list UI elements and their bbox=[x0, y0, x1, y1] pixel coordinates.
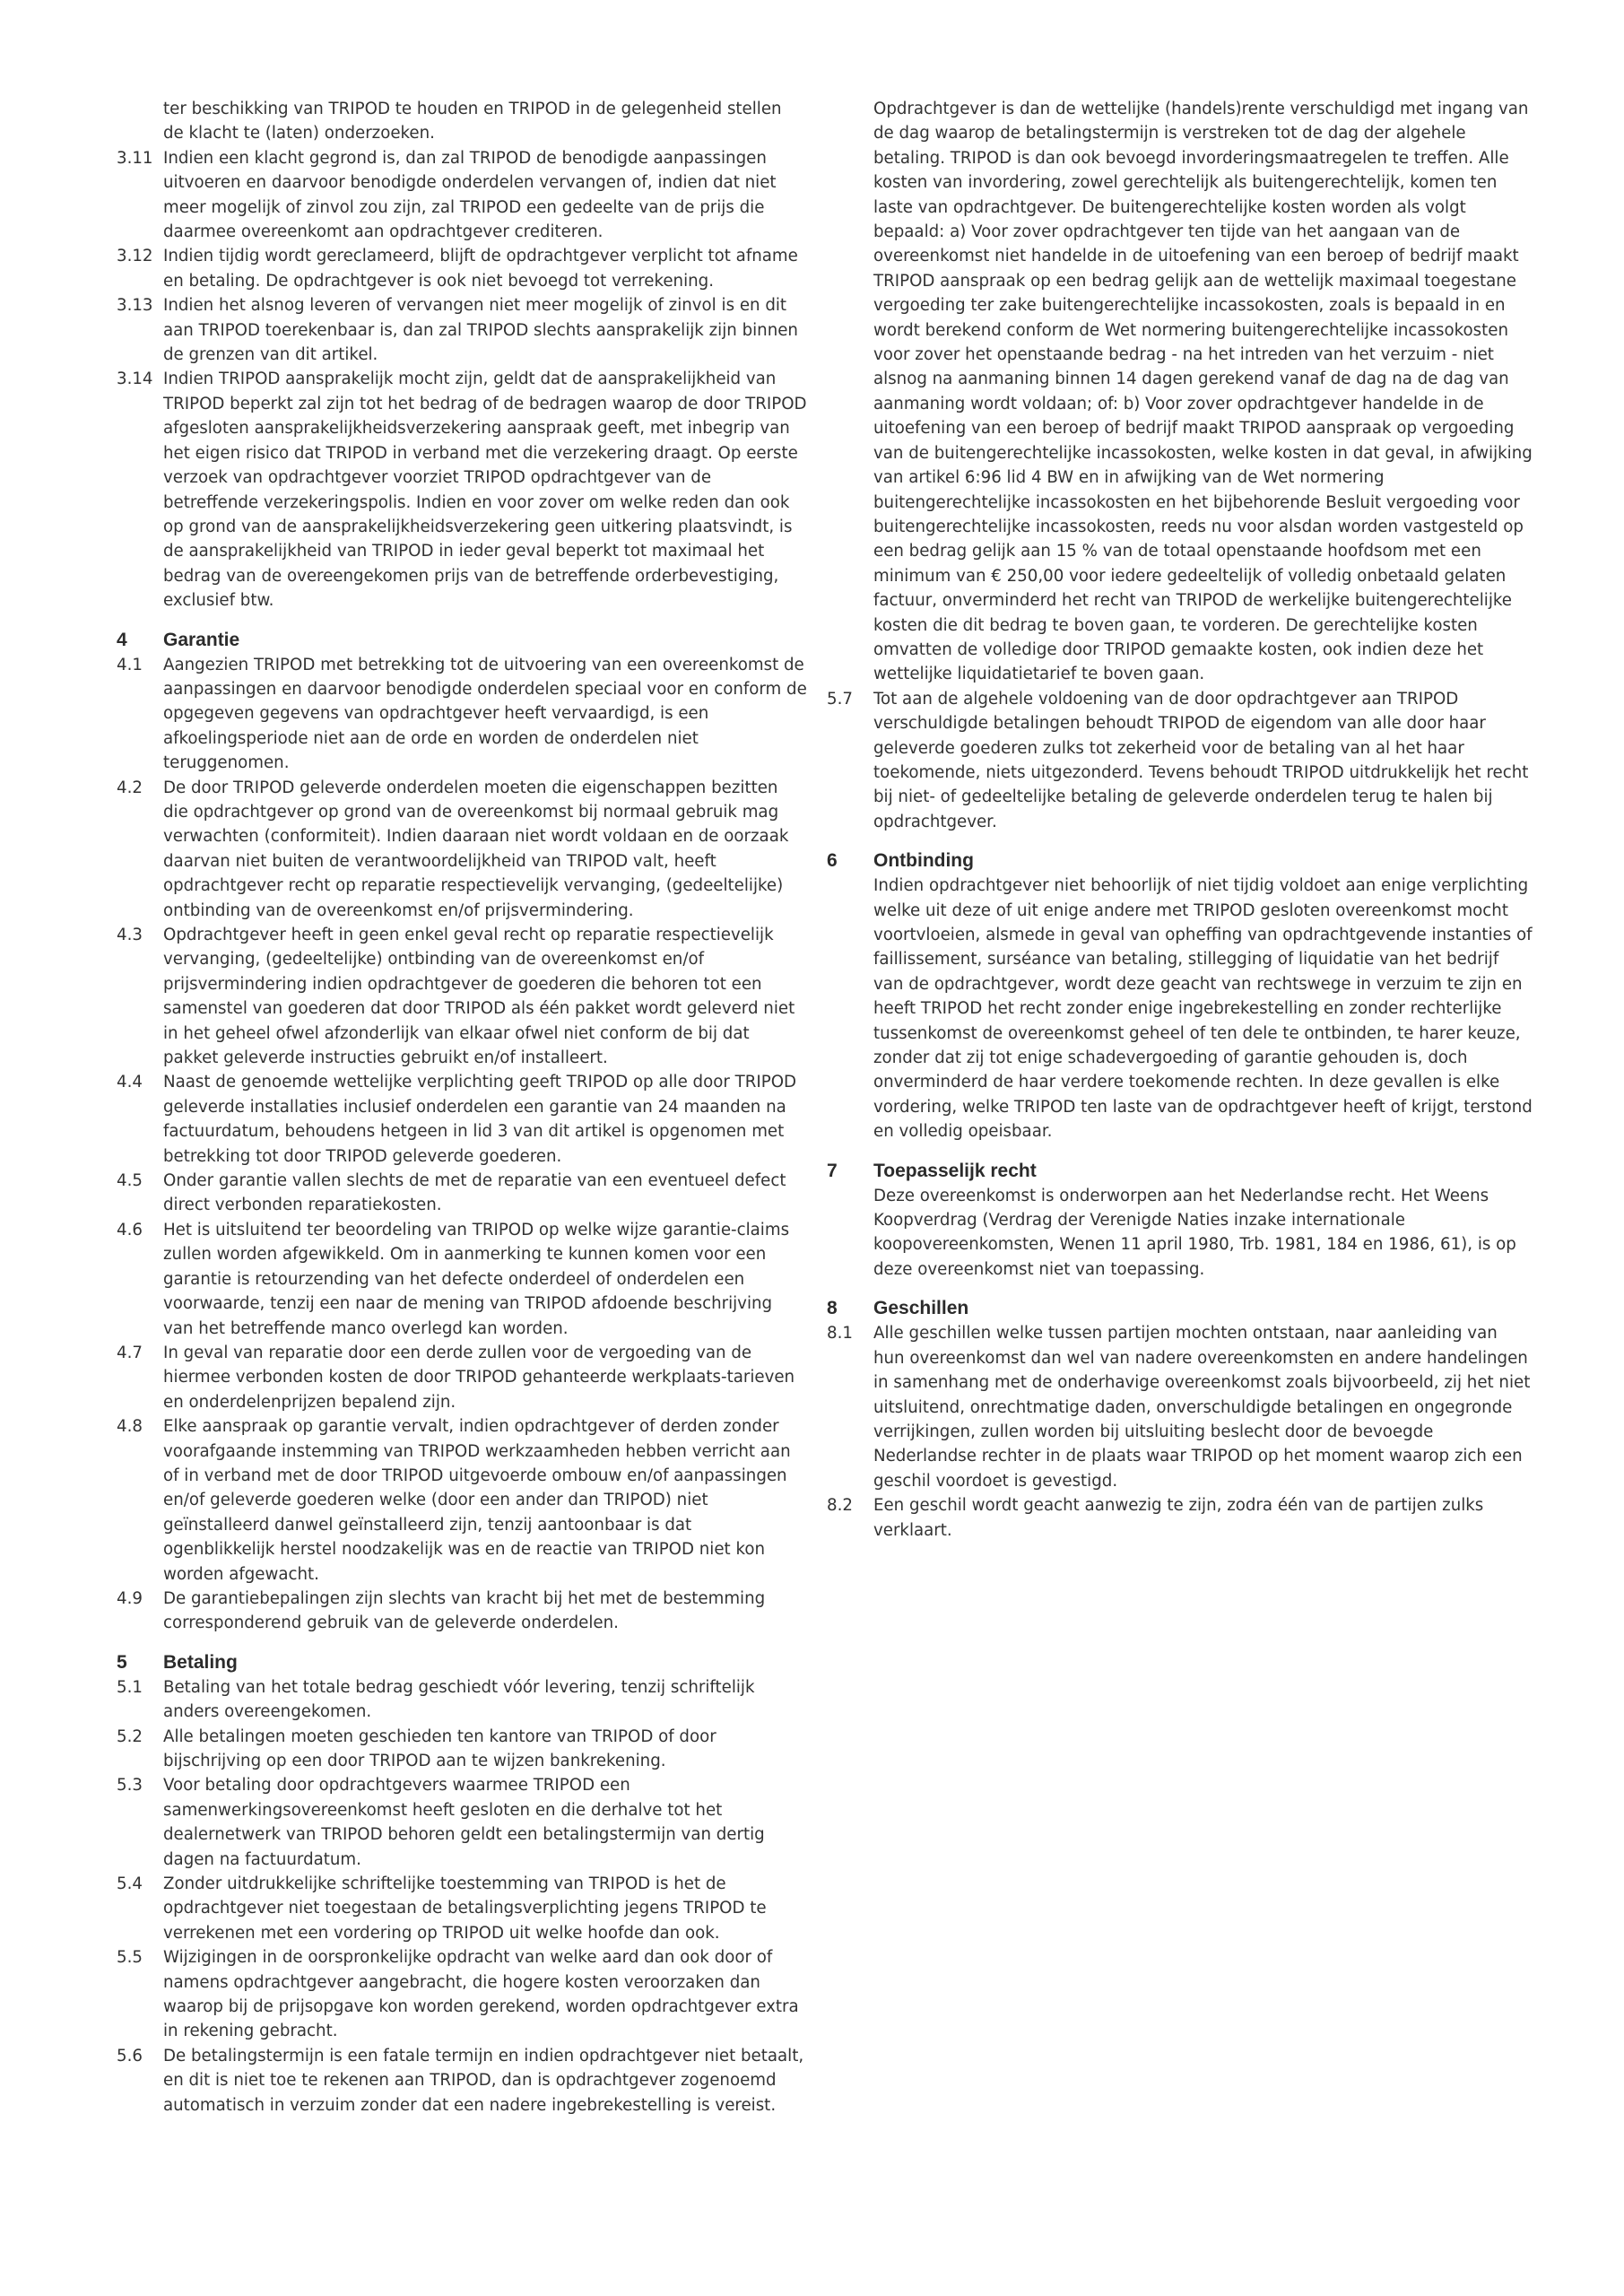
clause-number: 5.6 bbox=[117, 2046, 143, 2066]
clause-paragraph bbox=[827, 1184, 1533, 1283]
clause-text: Voor betaling door opdrachtgevers waarmee TRIPOD een samenwerkingsovereenkomst heeft gesloten en die derhalve tot het dealernetwerk van TRIPOD behoren geldt een betalingstermijn van dertig dagen na factuurdatum. bbox=[163, 1776, 765, 1869]
section-heading-garantie bbox=[117, 628, 807, 653]
clause-4-7 bbox=[117, 1341, 807, 1414]
clause-8-2 bbox=[827, 1493, 1533, 1543]
section-number: 7 bbox=[827, 1160, 838, 1181]
clause-number: 4.3 bbox=[117, 926, 143, 944]
clause-text: Deze overeenkomst is onderworpen aan het Nederlandse recht. Het Weens Koopverdrag (Verdrag der Verenigde Naties inzake internationale koopovereenkomsten, Wenen 11 april 1980, Trb. 1981, 184 en 1986, 61), is op deze overeenkomst niet van toepassing. bbox=[873, 1186, 1516, 1279]
clause-text: ter beschikking van TRIPOD te houden en TRIPOD in de gelegenheid stellen de klacht te (laten) onderzoeken. bbox=[163, 100, 782, 144]
clause-text: Tot aan de algehele voldoening van de door opdrachtgever aan TRIPOD verschuldigde betalingen behoudt TRIPOD de eigendom van alle door haar geleverde goederen zulks tot zekerheid voor de betaling van al het haar toekomende, niets uitgezonderd. Tevens behoudt TRIPOD uitdrukkelijk het recht bij niet- of gedeeltelijke betaling de geleverde onderdelen terug te halen bij opdrachtgever. bbox=[873, 689, 1529, 831]
clause-text: Alle betalingen moeten geschieden ten kantore van TRIPOD of door bijschrijving op een door TRIPOD aan te wijzen bankrekening. bbox=[163, 1726, 716, 1770]
section-title: Toepasselijk recht bbox=[873, 1160, 1037, 1181]
section-title: Ontbinding bbox=[873, 850, 974, 872]
clause-text: De garantiebepalingen zijn slechts van kracht bij het met de bestemming corresponderend gebruik van de geleverde onderdelen. bbox=[163, 1588, 766, 1633]
clause-text: Naast de genoemde wettelijke verplichting geeft TRIPOD op alle door TRIPOD geleverde installaties inclusief onderdelen een garantie van 24 maanden na factuurdatum, behoudens hetgeen in lid 3 van dit artikel is opgenomen met betrekking tot door TRIPOD geleverde goederen. bbox=[163, 1073, 797, 1166]
clause-text: Elke aanspraak op garantie vervalt, indien opdrachtgever of derden zonder voorafgaande instemming van TRIPOD werkzaamheden hebben verricht aan of in verband met de door TRIPOD uitgevoerde ombouw en/of aanpassingen en/of geleverde goederen welke (door een ander dan TRIPOD) niet geïnstalleerd danwel geïnstalleerd zijn, tenzij aantoonbaar is dat ogenblikkelijk herstel noodzakelijk was en de reactie van TRIPOD niet kon worden afgewacht. bbox=[163, 1417, 791, 1584]
clause-text: Wijzigingen in de oorspronkelijke opdracht van welke aard dan ook door of namens opdrachtgever aangebracht, die hogere kosten veroorzaken dan waarop bij de prijsopgave kon worden gerekend, worden opdrachtgever extra in rekening gebracht. bbox=[163, 1948, 799, 2041]
clause-text: De betalingstermijn is een fatale termijn en indien opdrachtgever niet betaalt, en dit is niet toe te rekenen aan TRIPOD, dan is opdrachtgever zogenoemd automatisch in verzuim zonder dat een nadere ingebrekestelling is vereist. bbox=[163, 2046, 804, 2115]
section-number: 5 bbox=[117, 1651, 127, 1673]
clause-number: 5.3 bbox=[117, 1776, 143, 1796]
clause-text: Opdrachtgever heeft in geen enkel geval recht op reparatie respectievelijk vervanging, (gedeeltelijke) ontbinding van de overeenkomst en/of prijsvermindering indien opdrachtgever de goederen die behoren tot een samenstel van goederen dat door TRIPOD als één pakket wordt geleverd niet in het geheel ofwel afzonderlijk van elkaar ofwel niet conform de bij dat pakket geleverde instructies gebruikt en/of installeert. bbox=[163, 926, 795, 1068]
clause-text: In geval van reparatie door een derde zullen voor de vergoeding van de hiermee verbonden kosten de door TRIPOD gehanteerde werkplaats-tarieven en onderdelenprijzen bepalend zijn. bbox=[163, 1343, 795, 1412]
clause-text: Onder garantie vallen slechts de met de reparatie van een eventueel defect direct verbonden reparatiekosten. bbox=[163, 1171, 786, 1215]
clause-number: 3.13 bbox=[117, 296, 153, 316]
section-title: Betaling bbox=[163, 1651, 238, 1673]
clause-number: 4.4 bbox=[117, 1073, 143, 1092]
right-column bbox=[827, 97, 1533, 1543]
clause-number: 3.12 bbox=[117, 247, 153, 266]
clause-text: De door TRIPOD geleverde onderdelen moeten die eigenschappen bezitten die opdrachtgever op grond van de overeenkomst bij normaal gebruik mag verwachten (conformiteit). Indien daaraan niet wordt voldaan en de oorzaak daarvan niet buiten de verantwoordelijkheid van TRIPOD valt, heeft opdrachtgever recht op reparatie respectievelijk vervanging, (gedeeltelijke) ontbinding van de overeenkomst en/of prijsvermindering. bbox=[163, 778, 789, 920]
clause-number: 8.1 bbox=[827, 1324, 853, 1344]
clause-number: 3.14 bbox=[117, 370, 153, 389]
clause-5-6 bbox=[117, 2044, 807, 2118]
section-title: Geschillen bbox=[873, 1298, 969, 1319]
clause-text: Indien een klacht gegrond is, dan zal TRIPOD de benodigde aanpassingen uitvoeren en daarvoor benodigde onderdelen vervangen of, indien dat niet meer mogelijk of zinvol zou zijn, zal TRIPOD een gedeelte van de prijs die daarmee overeenkomt aan opdrachtgever crediteren. bbox=[163, 148, 777, 242]
clause-text: Aangezien TRIPOD met betrekking tot de uitvoering van een overeenkomst de aanpassingen en daarvoor benodigde onderdelen speciaal voor en conform de opgegeven gegevens van opdrachtgever heeft vervaardigd, is een afkoelingsperiode niet aan de orde en worden de onderdelen niet teruggenomen. bbox=[163, 655, 807, 773]
clause-3-13 bbox=[117, 293, 807, 367]
left-column bbox=[117, 97, 807, 2118]
clause-4-6 bbox=[117, 1218, 807, 1341]
clause-number: 4.6 bbox=[117, 1220, 143, 1239]
clause-3-11 bbox=[117, 146, 807, 245]
clause-4-9 bbox=[117, 1587, 807, 1636]
clause-5-3 bbox=[117, 1773, 807, 1872]
clause-4-4 bbox=[117, 1070, 807, 1169]
clause-paragraph bbox=[827, 874, 1533, 1144]
section-title: Garantie bbox=[163, 629, 240, 650]
clause-number: 4.8 bbox=[117, 1417, 143, 1437]
clause-number: 4.5 bbox=[117, 1171, 143, 1191]
clause-number: 4.9 bbox=[117, 1588, 143, 1608]
clause-number: 4.7 bbox=[117, 1343, 143, 1362]
clause-paragraph bbox=[827, 97, 1533, 687]
clause-text: Alle geschillen welke tussen partijen mochten ontstaan, naar aanleiding van hun overeenkomst dan wel van nadere overeenkomsten en andere handelingen in samenhang met de onderhavige overeenkomst zoals bijvoorbeeld, zij het niet uitsluitend, onrechtmatige daden, onverschuldigde betalingen en ongegronde verrijkingen, zullen worden bij uitsluiting beslecht door de bevoegde Nederlandse rechter in de plaats waar TRIPOD op het moment waarop zich een geschil voordoet is gevestigd. bbox=[873, 1324, 1531, 1491]
clause-5-4 bbox=[117, 1872, 807, 1945]
section-number: 8 bbox=[827, 1298, 838, 1319]
clause-text: Indien het alsnog leveren of vervangen niet meer mogelijk of zinvol is en dit aan TRIPOD toerekenbaar is, dan zal TRIPOD slechts aansprakelijk zijn binnen de grenzen van dit artikel. bbox=[163, 296, 798, 365]
section-number: 6 bbox=[827, 850, 838, 872]
section-heading-ontbinding bbox=[827, 848, 1533, 874]
clause-text: Het is uitsluitend ter beoordeling van TRIPOD op welke wijze garantie-claims zullen worden afgewikkeld. Om in aanmerking te kunnen komen voor een garantie is retourzending van het defecte onderdeel of onderdelen een voorwaarde, tenzij een naar de mening van TRIPOD afdoende beschrijving van het betreffende manco overlegd kan worden. bbox=[163, 1220, 790, 1338]
clause-4-2 bbox=[117, 776, 807, 923]
clause-number: 5.5 bbox=[117, 1948, 143, 1968]
clause-4-1 bbox=[117, 653, 807, 776]
clause-5-7 bbox=[827, 687, 1533, 834]
clause-3-14 bbox=[117, 367, 807, 613]
clause-5-1 bbox=[117, 1675, 807, 1725]
section-number: 4 bbox=[117, 629, 127, 650]
clause-4-3 bbox=[117, 923, 807, 1070]
clause-text: Indien opdrachtgever niet behoorlijk of niet tijdig voldoet aan enige verplichting welke uit deze of uit enige andere met TRIPOD gesloten overeenkomst mocht voortvloeien, alsmede in geval van opheffing van opdrachtgevende instanties of faillissement, surséance van betaling, stillegging of liquidatie van het bedrijf van de opdrachtgever, wordt deze geacht van rechtswege in verzuim te zijn en heeft TRIPOD het recht zonder enige ingebrekestelling en zonder rechterlijke tussenkomst de overeenkomst geheel of ten dele te ontbinden, te harer keuze, zonder dat zij tot enige schadevergoeding of garantie gehouden is, doch onverminderd de haar verdere toekomende rechten. In deze gevallen is elke vordering, welke TRIPOD ten laste van de opdrachtgever heeft of krijgt, terstond en volledig opeisbaar. bbox=[873, 876, 1533, 1142]
clause-number: 5.1 bbox=[117, 1677, 143, 1697]
clause-number: 4.2 bbox=[117, 778, 143, 797]
clause-text: Indien tijdig wordt gereclameerd, blijft de opdrachtgever verplicht tot afname en betaling. De opdrachtgever is ook niet bevoegd tot verrekening. bbox=[163, 247, 798, 291]
section-heading-betaling bbox=[117, 1650, 807, 1675]
clause-text: Zonder uitdrukkelijke schriftelijke toestemming van TRIPOD is het de opdrachtgever niet toegestaan de betalingsverplichting jegens TRIPOD te verrekenen met een vordering op TRIPOD uit welke hoofde dan ook. bbox=[163, 1874, 767, 1943]
clause-number: 5.4 bbox=[117, 1874, 143, 1894]
section-heading-toepasselijk-recht bbox=[827, 1159, 1533, 1184]
clause-text: Indien TRIPOD aansprakelijk mocht zijn, geldt dat de aansprakelijkheid van TRIPOD beperkt zal zijn tot het bedrag of de bedragen waarop de door TRIPOD afgesloten aansprakelijkheidsverzekering aanspraak geeft, met inbegrip van het eigen risico dat TRIPOD in verband met die verzekering draagt. Op eerste verzoek van opdrachtgever voorziet TRIPOD opdrachtgever van de betreffende verzekeringspolis. Indien en voor zover om welke reden dan ook op grond van de aansprakelijkheidsverzekering geen uitkering plaatsvindt, is de aansprakelijkheid van TRIPOD in ieder geval beperkt tot maximaal het bedrag van de overeengekomen prijs van de betreffende orderbevestiging, exclusief btw. bbox=[163, 370, 807, 611]
clause-5-5 bbox=[117, 1945, 807, 2044]
clause-paragraph bbox=[117, 97, 807, 146]
clause-5-2 bbox=[117, 1725, 807, 1774]
clause-3-12 bbox=[117, 244, 807, 293]
clause-text: Betaling van het totale bedrag geschiedt vóór levering, tenzij schriftelijk anders overeengekomen. bbox=[163, 1677, 755, 1722]
clause-8-1 bbox=[827, 1321, 1533, 1493]
clause-number: 3.11 bbox=[117, 148, 153, 168]
clause-4-5 bbox=[117, 1169, 807, 1218]
clause-number: 5.2 bbox=[117, 1726, 143, 1746]
clause-text: Een geschil wordt geacht aanwezig te zijn, zodra één van de partijen zulks verklaart. bbox=[873, 1496, 1484, 1540]
clause-4-8 bbox=[117, 1414, 807, 1587]
section-heading-geschillen bbox=[827, 1296, 1533, 1321]
clause-number: 4.1 bbox=[117, 655, 143, 674]
clause-number: 8.2 bbox=[827, 1496, 853, 1516]
clause-text: Opdrachtgever is dan de wettelijke (handels)rente verschuldigd met ingang van de dag waarop de betalingstermijn is verstreken tot de dag der algehele betaling. TRIPOD is dan ook bevoegd invorderingsmaatregelen te treffen. Alle kosten van invordering, zowel gerechtelijk als buitengerechtelijk, komen ten laste van opdrachtgever. De buitengerechtelijke kosten worden als volgt bepaald: a) Voor zover opdrachtgever ten tijde van het aangaan van de overeenkomst niet handelde in de uitoefening van een beroep of bedrijf maakt TRIPOD aanspraak op een bedrag gelijk aan de wettelijk maximaal toegestane vergoeding ter zake buitengerechtelijke incassokosten, zoals is bepaald in en wordt berekend conform de Wet normering buitengerechtelijke incassokosten voor zover het openstaande bedrag - na het intreden van het verzuim - niet alsnog na aanmaning binnen 14 dagen gerekend vanaf de dag na de dag van aanmaning wordt voldaan; of: b) Voor zover opdrachtgever handelde in de uitoefening van een beroep of bedrijf maakt TRIPOD aanspraak op vergoeding van de buitengerechtelijke incassokosten, welke kosten in dat geval, in afwijking van artikel 6:96 lid 4 BW en in afwijking van de Wet normering buitengerechtelijke incassokosten en het bijbehorende Besluit vergoeding voor buitengerechtelijke incassokosten, reeds nu voor alsdan worden vastgesteld op een bedrag gelijk aan 15 % van de totaal openstaande hoofdsom met een minimum van € 250,00 voor iedere gedeeltelijk of volledig onbetaald gelaten factuur, onverminderd het recht van TRIPOD de werkelijke buitengerechtelijke kosten die dit bedrag te boven gaan, te vorderen. De gerechtelijke kosten omvatten de volledige door TRIPOD gemaakte kosten, ook indien deze het wettelijke liquidatietarief te boven gaan. bbox=[873, 100, 1533, 684]
clause-number: 5.7 bbox=[827, 689, 853, 709]
